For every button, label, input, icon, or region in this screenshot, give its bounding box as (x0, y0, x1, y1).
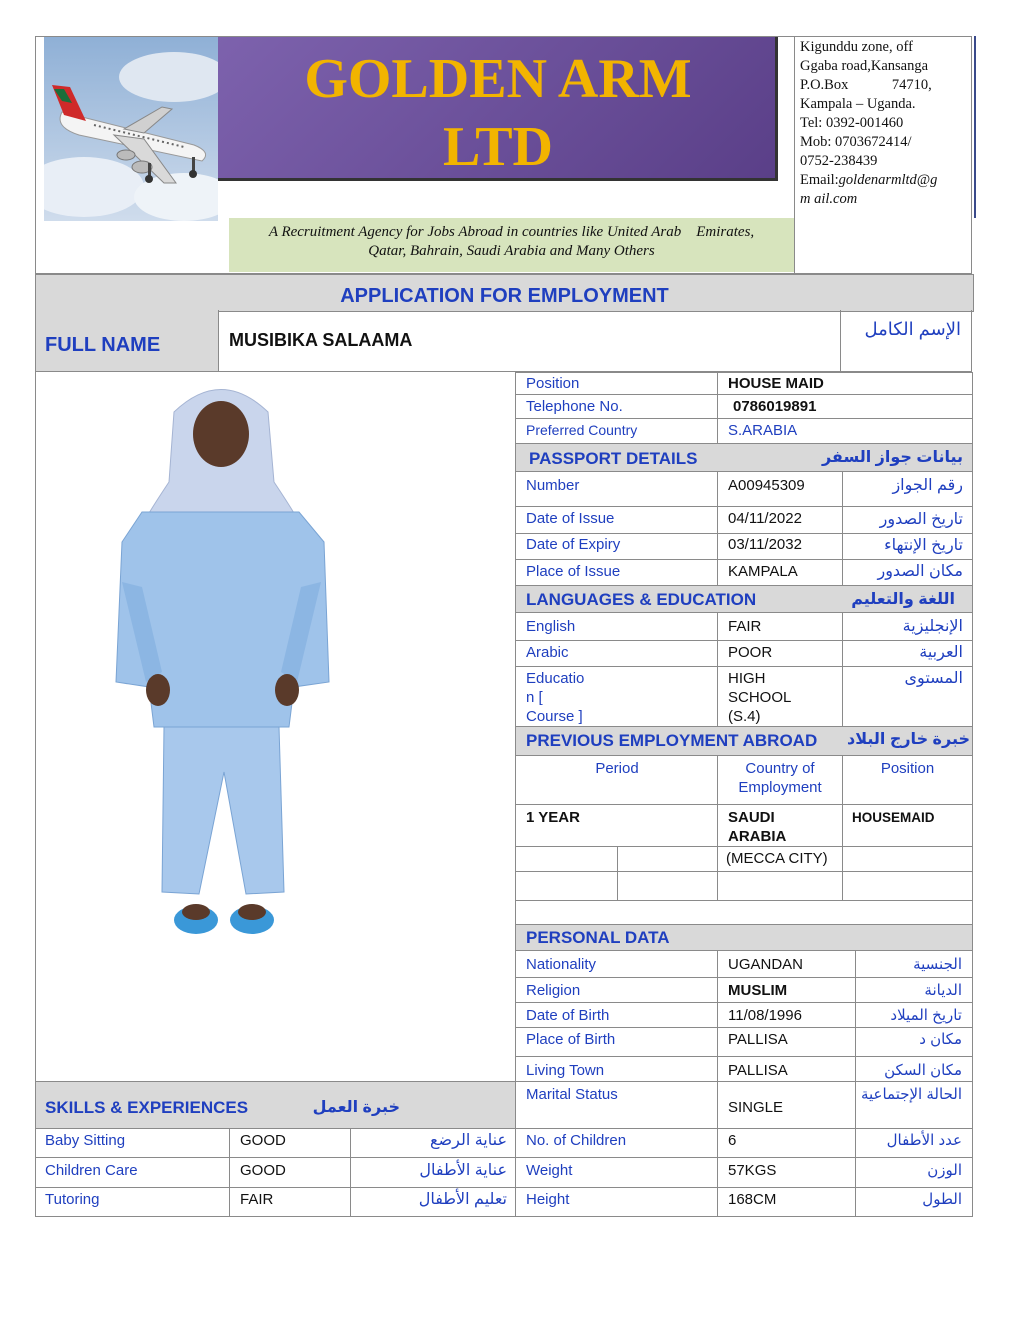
weight-label: Weight (526, 1162, 573, 1179)
date-of-expiry-ar: تاريخ الإنتهاء (884, 537, 963, 554)
skills-title: SKILLS & EXPERIENCES (45, 1098, 249, 1117)
children-care-label: Children Care (45, 1162, 138, 1179)
form-title: APPLICATION FOR EMPLOYMENT (340, 285, 669, 307)
place-of-issue-value: KAMPALA (728, 563, 798, 580)
telephone-label: Telephone No. (526, 398, 623, 415)
company-banner (218, 37, 778, 181)
weight-value: 57KGS (728, 1162, 777, 1179)
place-of-birth-ar: مكان د (919, 1031, 962, 1048)
place-of-issue-ar: مكان الصدور (877, 563, 963, 580)
preferred-country-value: S.ARABIA (728, 422, 798, 439)
arabic-label: Arabic (526, 644, 569, 661)
preferred-country-label: Preferred Country (526, 422, 638, 438)
religion-value: MUSLIM (728, 982, 788, 999)
tutoring-ar: تعليم الأطفال (418, 1191, 507, 1208)
address-block (800, 38, 972, 209)
education-value: HIGH SCHOOL (S.4) (728, 670, 792, 725)
date-of-expiry-label: Date of Expiry (526, 536, 621, 553)
skills-title-ar: خبرة العمل (312, 1099, 400, 1116)
row-city: (MECCA CITY) (726, 850, 828, 867)
full-name-value: MUSIBIKA SALAAMA (229, 330, 413, 350)
english-value: FAIR (728, 618, 762, 635)
date-of-issue-ar: تاريخ الصدور (879, 511, 963, 528)
person-icon (84, 372, 359, 960)
baby-sitting-value: GOOD (240, 1132, 286, 1149)
tutoring-label: Tutoring (45, 1191, 100, 1208)
marital-status-value: SINGLE (728, 1099, 784, 1116)
marital-status-label: Marital Status (526, 1086, 618, 1103)
row-country: SAUDI ARABIA (728, 809, 787, 845)
address-line: P.O.Box 74710, (800, 77, 932, 93)
position-value: HOUSE MAID (728, 375, 824, 392)
nationality-value: UGANDAN (728, 956, 804, 973)
address-line: 0752-238439 (800, 153, 878, 169)
col-period: Period (595, 760, 639, 777)
height-label: Height (526, 1191, 570, 1208)
children-care-ar: عناية الأطفال (419, 1162, 507, 1179)
company-name-line2: LTD (442, 116, 553, 178)
date-of-birth-ar: تاريخ الميلاد (890, 1007, 962, 1024)
email-label: Email: (800, 172, 839, 188)
passport-title: PASSPORT DETAILS (529, 449, 698, 468)
children-label: No. of Children (526, 1132, 627, 1149)
children-care-value: GOOD (240, 1162, 286, 1179)
address-line: Tel: 0392-001460 (800, 115, 904, 131)
nationality-label: Nationality (526, 956, 597, 973)
row-period: 1 YEAR (526, 809, 580, 826)
arabic-value: POOR (728, 644, 773, 661)
email-line (800, 171, 972, 190)
living-town-ar: مكان السكن (884, 1062, 962, 1079)
previous-employment-title: PREVIOUS EMPLOYMENT ABROAD (526, 731, 818, 750)
email-value-cont[interactable]: m ail.com (800, 191, 858, 207)
passport-title-ar: بيانات جواز السفر (821, 449, 963, 466)
languages-title-ar: اللغة والتعليم (851, 591, 955, 608)
previous-employment-title-ar: خبرة خارج البلاد (846, 731, 970, 748)
place-of-issue-label: Place of Issue (526, 563, 621, 580)
height-ar: الطول (922, 1191, 962, 1208)
full-name-label-ar: الإسم الكامل (864, 319, 961, 339)
full-name-label: FULL NAME (45, 334, 161, 356)
weight-ar: الوزن (927, 1162, 962, 1179)
place-of-birth-label: Place of Birth (526, 1031, 616, 1048)
address-line: Kampala – Uganda. (800, 96, 916, 112)
row-position: HOUSEMAID (852, 810, 935, 825)
date-of-expiry-value: 03/11/2032 (728, 536, 802, 553)
religion-label: Religion (526, 982, 581, 999)
children-ar: عدد الأطفال (886, 1132, 962, 1149)
children-value: 6 (728, 1132, 737, 1149)
email-value[interactable]: goldenarmltd@g (838, 172, 938, 188)
airplane-icon (44, 37, 218, 221)
personal-data-title: PERSONAL DATA (526, 928, 670, 947)
telephone-value: 0786019891 (733, 398, 817, 415)
education-ar: المستوى (904, 670, 963, 687)
place-of-birth-value: PALLISA (728, 1031, 788, 1048)
address-line: Mob: 0703672414/ (800, 134, 912, 150)
airplane-picture (44, 37, 218, 221)
tagline-line1: A Recruitment Agency for Jobs Abroad in countries like United Arab Emirates, (268, 224, 755, 240)
height-value: 168CM (728, 1191, 777, 1208)
tagline-line2: Qatar, Bahrain, Saudi Arabia and Many Others (368, 243, 655, 259)
living-town-value: PALLISA (728, 1062, 788, 1079)
languages-title: LANGUAGES & EDUCATION (526, 590, 757, 609)
position-label: Position (526, 375, 580, 392)
applicant-photo (84, 372, 359, 960)
tagline-box (229, 218, 794, 272)
education-label: Educatio n [ Course ] (526, 670, 585, 725)
arabic-ar: العربية (919, 644, 963, 661)
english-label: English (526, 618, 576, 635)
english-ar: الإنجليزية (902, 618, 963, 635)
passport-number-value: A00945309 (728, 477, 805, 494)
address-line: Kigunddu zone, off (800, 39, 913, 55)
baby-sitting-label: Baby Sitting (45, 1132, 126, 1149)
date-of-issue-value: 04/11/2022 (728, 510, 802, 527)
date-of-issue-label: Date of Issue (526, 510, 615, 527)
date-of-birth-value: 11/08/1996 (728, 1007, 802, 1024)
address-line: Ggaba road,Kansanga (800, 58, 929, 74)
baby-sitting-ar: عناية الرضع (430, 1132, 507, 1149)
tutoring-value: FAIR (240, 1191, 274, 1208)
nationality-ar: الجنسية (913, 956, 962, 973)
passport-number-ar: رقم الجواز (892, 477, 963, 494)
col-country: Country of Employment (738, 760, 822, 796)
living-town-label: Living Town (526, 1062, 605, 1079)
title-band (35, 274, 974, 312)
col-position: Position (880, 760, 935, 777)
religion-ar: الديانة (924, 982, 962, 999)
date-of-birth-label: Date of Birth (526, 1007, 610, 1024)
passport-number-label: Number (526, 477, 580, 494)
company-name-line1: GOLDEN ARM (304, 48, 692, 110)
marital-status-ar: الحالة الإجتماعية (860, 1086, 962, 1103)
